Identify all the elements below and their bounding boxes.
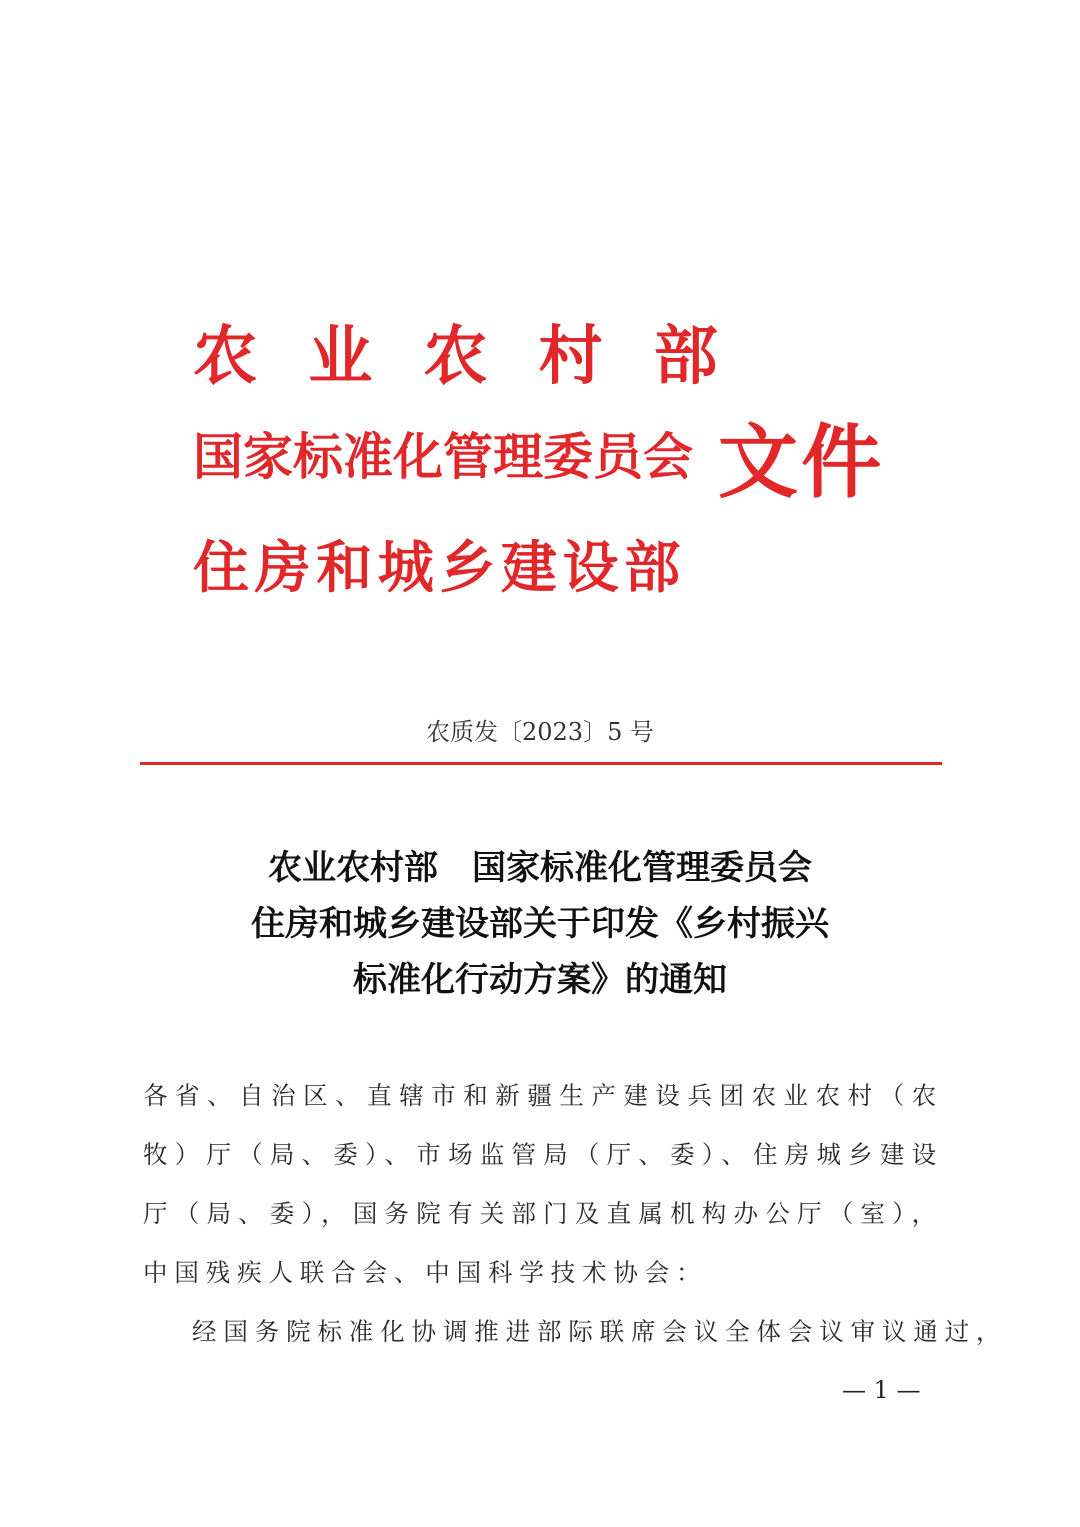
document-body bbox=[143, 1066, 1008, 1361]
document-title bbox=[0, 840, 1080, 1008]
title-line-2: 住房和城乡建设部关于印发《乡村振兴 bbox=[251, 904, 829, 944]
title-line-1: 农业农村部 国家标准化管理委员会 bbox=[268, 848, 812, 888]
document-word: 文件 bbox=[718, 415, 885, 509]
recipients-paragraph: 各省、自治区、直辖市和新疆生产建设兵团农业农村（农牧）厅（局、委）、市场监管局（厅、委）、住房城乡建设厅（局、委），国务院有关部门及直属机构办公厅（室），中国残疾人联合会、中国科学技术协会： bbox=[143, 1081, 943, 1287]
issuer-housing-ministry: 住房和城乡建设部 bbox=[193, 535, 686, 601]
page-number: — 1 — bbox=[842, 1376, 921, 1404]
issuer-agriculture-ministry: 农业农村部 bbox=[193, 319, 769, 394]
first-paragraph: 经国务院标准化协调推进部际联席会议全体会议审议通过， bbox=[192, 1317, 1008, 1346]
red-separator-line bbox=[140, 762, 942, 765]
document-number: 农质发〔2023〕5 号 bbox=[426, 718, 654, 746]
title-line-3: 标准化行动方案》的通知 bbox=[353, 960, 727, 1000]
issuer-standardization-committee: 国家标准化管理委员会 bbox=[193, 427, 693, 486]
